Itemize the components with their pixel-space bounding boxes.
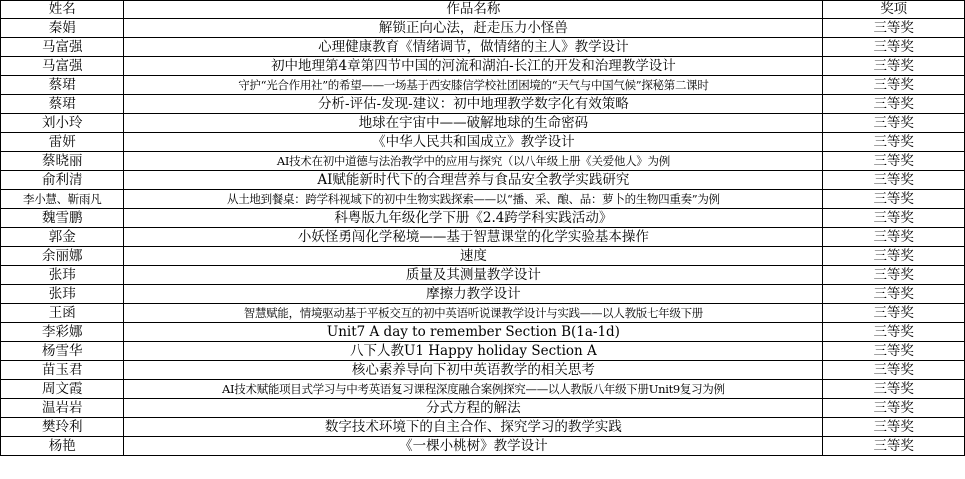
cell-award[interactable]: 三等奖: [823, 323, 965, 342]
cell-title[interactable]: 分式方程的解法: [124, 399, 823, 418]
cell-title[interactable]: 分析-评估-发现-建议：初中地理教学数字化有效策略: [124, 95, 823, 114]
cell-name[interactable]: 马富强: [1, 38, 124, 57]
table-row: [1, 361, 965, 380]
table-row: [1, 57, 965, 76]
cell-title[interactable]: 速度: [124, 247, 823, 266]
cell-name[interactable]: 李彩娜: [1, 323, 124, 342]
cell-title[interactable]: AI赋能新时代下的合理营养与食品安全教学实践研究: [124, 171, 823, 190]
cell-title[interactable]: 核心素养导向下初中英语教学的相关思考: [124, 361, 823, 380]
cell-title[interactable]: 摩擦力教学设计: [124, 285, 823, 304]
cell-title[interactable]: 心理健康教育《情绪调节，做情绪的主人》教学设计: [124, 38, 823, 57]
cell-award[interactable]: 三等奖: [823, 342, 965, 361]
cell-award[interactable]: 三等奖: [823, 133, 965, 152]
table-row: [1, 380, 965, 399]
table-row: [1, 342, 965, 361]
cell-award[interactable]: 三等奖: [823, 266, 965, 285]
table-row: [1, 190, 965, 209]
cell-name[interactable]: 张玮: [1, 285, 124, 304]
table-row: [1, 285, 965, 304]
header-name[interactable]: 姓名: [1, 1, 124, 19]
cell-name[interactable]: 马富强: [1, 57, 124, 76]
table-row: [1, 437, 965, 456]
cell-title[interactable]: 《一棵小桃树》教学设计: [124, 437, 823, 456]
table-row: [1, 323, 965, 342]
cell-award[interactable]: 三等奖: [823, 209, 965, 228]
cell-name[interactable]: 温岩岩: [1, 399, 124, 418]
cell-title[interactable]: 解锁正向心法，赶走压力小怪兽: [124, 19, 823, 38]
cell-name[interactable]: 蔡晓丽: [1, 152, 124, 171]
cell-award[interactable]: 三等奖: [823, 19, 965, 38]
cell-award[interactable]: 三等奖: [823, 114, 965, 133]
cell-title[interactable]: 数字技术环境下的自主合作、探究学习的教学实践: [124, 418, 823, 437]
cell-title[interactable]: 从土地到餐桌：跨学科视域下的初中生物实践探索——以“播、采、酿、品：萝卜的生物四重奏”为例: [124, 190, 823, 209]
cell-award[interactable]: 三等奖: [823, 247, 965, 266]
table-row: [1, 228, 965, 247]
cell-title[interactable]: 科粤版九年级化学下册《2.4跨学科实践活动》: [124, 209, 823, 228]
table-row: [1, 76, 965, 95]
cell-award[interactable]: 三等奖: [823, 304, 965, 323]
cell-name[interactable]: 樊玲利: [1, 418, 124, 437]
header-row: [1, 1, 965, 19]
cell-award[interactable]: 三等奖: [823, 76, 965, 95]
cell-name[interactable]: 余丽娜: [1, 247, 124, 266]
cell-title[interactable]: 智慧赋能，情境驱动基于平板交互的初中英语听说课教学设计与实践——以人教版七年级下册: [124, 304, 823, 323]
cell-name[interactable]: 杨雪华: [1, 342, 124, 361]
cell-award[interactable]: 三等奖: [823, 361, 965, 380]
table-row: [1, 38, 965, 57]
cell-name[interactable]: 雷妍: [1, 133, 124, 152]
cell-name[interactable]: 郭金: [1, 228, 124, 247]
cell-title[interactable]: 《中华人民共和国成立》教学设计: [124, 133, 823, 152]
cell-title[interactable]: 质量及其测量教学设计: [124, 266, 823, 285]
cell-award[interactable]: 三等奖: [823, 190, 965, 209]
cell-title[interactable]: 守护“光合作用社”的希望——一场基于西安膝信学校社团困境的“天气与中国气候”探秘第二课时: [124, 76, 823, 95]
cell-name[interactable]: 蔡珺: [1, 76, 124, 95]
cell-name[interactable]: 刘小玲: [1, 114, 124, 133]
table-row: [1, 95, 965, 114]
cell-award[interactable]: 三等奖: [823, 418, 965, 437]
cell-award[interactable]: 三等奖: [823, 57, 965, 76]
cell-award[interactable]: 三等奖: [823, 228, 965, 247]
cell-name[interactable]: 杨艳: [1, 437, 124, 456]
table-row: [1, 19, 965, 38]
cell-title[interactable]: AI技术赋能项目式学习与中考英语复习课程深度融合案例探究——以人教版八年级下册Unit9复习为例: [124, 380, 823, 399]
cell-award[interactable]: 三等奖: [823, 285, 965, 304]
cell-title[interactable]: 八下人教U1 Happy holiday Section A: [124, 342, 823, 361]
cell-name[interactable]: 李小慧、靳雨凡: [1, 190, 124, 209]
header-title[interactable]: 作品名称: [124, 1, 823, 19]
cell-award[interactable]: 三等奖: [823, 380, 965, 399]
cell-award[interactable]: 三等奖: [823, 95, 965, 114]
table-row: [1, 152, 965, 171]
cell-title[interactable]: 初中地理第4章第四节中国的河流和湖泊-长江的开发和治理教学设计: [124, 57, 823, 76]
cell-name[interactable]: 苗玉君: [1, 361, 124, 380]
table-row: [1, 114, 965, 133]
cell-name[interactable]: 周文霞: [1, 380, 124, 399]
cell-name[interactable]: 蔡珺: [1, 95, 124, 114]
table-row: [1, 266, 965, 285]
cell-award[interactable]: 三等奖: [823, 38, 965, 57]
header-award[interactable]: 奖项: [823, 1, 965, 19]
cell-name[interactable]: 魏雪鹏: [1, 209, 124, 228]
table-row: [1, 171, 965, 190]
cell-award[interactable]: 三等奖: [823, 171, 965, 190]
cell-award[interactable]: 三等奖: [823, 152, 965, 171]
cell-title[interactable]: 小妖怪勇闯化学秘境——基于智慧课堂的化学实验基本操作: [124, 228, 823, 247]
table-row: [1, 133, 965, 152]
cell-name[interactable]: 王函: [1, 304, 124, 323]
cell-title[interactable]: Unit7 A day to remember Section B(1a-1d): [124, 323, 823, 342]
table-row: [1, 304, 965, 323]
cell-award[interactable]: 三等奖: [823, 437, 965, 456]
cell-award[interactable]: 三等奖: [823, 399, 965, 418]
cell-name[interactable]: 秦娟: [1, 19, 124, 38]
cell-title[interactable]: AI技术在初中道德与法治教学中的应用与探究（以八年级上册《关爱他人》为例: [124, 152, 823, 171]
cell-name[interactable]: 俞利清: [1, 171, 124, 190]
table-row: [1, 209, 965, 228]
table-row: [1, 247, 965, 266]
table-row: [1, 399, 965, 418]
cell-title[interactable]: 地球在宇宙中——破解地球的生命密码: [124, 114, 823, 133]
cell-name[interactable]: 张玮: [1, 266, 124, 285]
table-row: [1, 418, 965, 437]
